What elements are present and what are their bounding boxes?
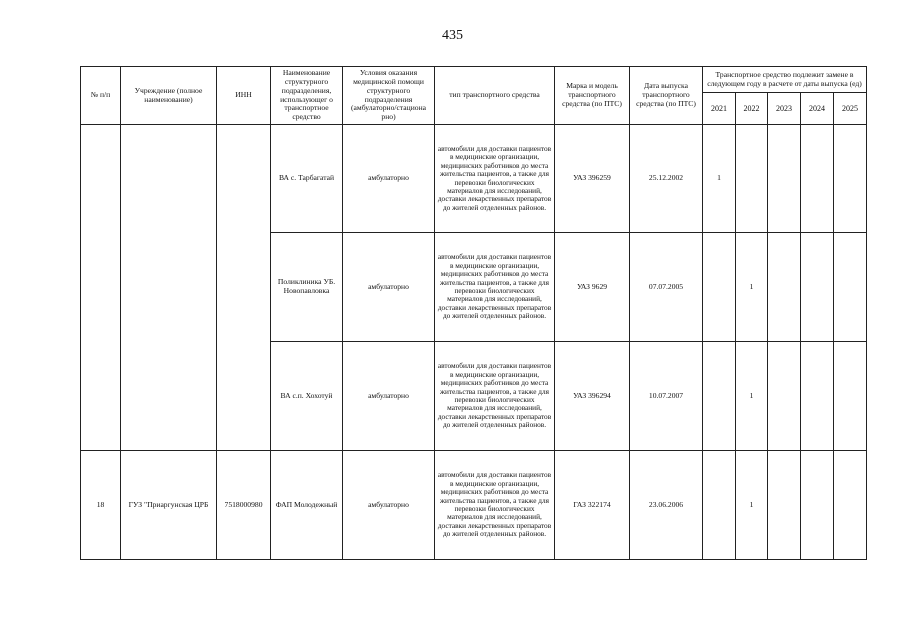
- cell-institution: ГУЗ "Приаргунская ЦРБ: [121, 451, 217, 560]
- cell-year: [834, 233, 867, 342]
- cell-year: 1: [736, 451, 768, 560]
- cell-model: УАЗ 9629: [555, 233, 630, 342]
- cell-model: УАЗ 396259: [555, 125, 630, 233]
- cell-subdivision: ФАП Молодежный: [271, 451, 343, 560]
- cell-year: [768, 125, 801, 233]
- cell-year: [736, 125, 768, 233]
- cell-year: [703, 342, 736, 451]
- header-institution: Учреждение (полное наименование): [121, 67, 217, 125]
- cell-vehicle-type: автомобили для доставки пациентов в медицинские организации, медицинских работников до места жительства пациентов, а также для перевозки биологических материалов для исследований, доставки лекарственных препаратов до жителей отделенных районов.: [435, 342, 555, 451]
- header-replacement: Транспортное средство подлежит замене в следующем году в расчете от даты выпуска (ед): [703, 67, 867, 93]
- header-release-date: Дата выпуска транспортного средства (по ПТС): [630, 67, 703, 125]
- cell-model: УАЗ 396294: [555, 342, 630, 451]
- cell-conditions: амбулаторно: [343, 342, 435, 451]
- cell-inn: [217, 125, 271, 451]
- header-year: 2021: [703, 93, 736, 125]
- cell-year: 1: [736, 233, 768, 342]
- header-year: 2022: [736, 93, 768, 125]
- cell-year: [834, 451, 867, 560]
- cell-release-date: 10.07.2007: [630, 342, 703, 451]
- cell-conditions: амбулаторно: [343, 451, 435, 560]
- cell-model: ГАЗ 322174: [555, 451, 630, 560]
- table-row: [81, 451, 867, 560]
- cell-institution: [121, 125, 217, 451]
- cell-year: [768, 451, 801, 560]
- cell-year: [703, 451, 736, 560]
- cell-vehicle-type: автомобили для доставки пациентов в медицинские организации, медицинских работников до места жительства пациентов, а также для перевозки биологических материалов для исследований, доставки лекарственных препаратов до жителей отделенных районов.: [435, 451, 555, 560]
- cell-subdivision: ВА с. Тарбагатай: [271, 125, 343, 233]
- cell-num: 18: [81, 451, 121, 560]
- cell-release-date: 25.12.2002: [630, 125, 703, 233]
- header-model: Марка и модель транспортного средства (по ПТС): [555, 67, 630, 125]
- cell-year: 1: [703, 125, 736, 233]
- cell-year: [834, 342, 867, 451]
- header-row: [81, 67, 867, 93]
- header-conditions: Условия оказания медицинской помощи структурного подразделения (амбулаторно/стациона рно): [343, 67, 435, 125]
- cell-year: [703, 233, 736, 342]
- cell-conditions: амбулаторно: [343, 233, 435, 342]
- cell-year: [801, 233, 834, 342]
- cell-year: [801, 125, 834, 233]
- header-year: 2023: [768, 93, 801, 125]
- header-inn: ИНН: [217, 67, 271, 125]
- cell-year: [834, 125, 867, 233]
- cell-release-date: 07.07.2005: [630, 233, 703, 342]
- cell-subdivision: ВА с.п. Хохотуй: [271, 342, 343, 451]
- vehicle-table: [80, 66, 867, 560]
- cell-conditions: амбулаторно: [343, 125, 435, 233]
- header-vehicle-type: тип транспортного средства: [435, 67, 555, 125]
- cell-vehicle-type: автомобили для доставки пациентов в медицинские организации, медицинских работников до места жительства пациентов, а также для перевозки биологических материалов для исследований, доставки лекарственных препаратов до жителей отделенных районов.: [435, 125, 555, 233]
- cell-release-date: 23.06.2006: [630, 451, 703, 560]
- table-row: [81, 125, 867, 233]
- cell-num: [81, 125, 121, 451]
- header-num: № п/п: [81, 67, 121, 125]
- header-year: 2025: [834, 93, 867, 125]
- cell-subdivision: Поликлиника УБ. Новопавловка: [271, 233, 343, 342]
- cell-year: [801, 342, 834, 451]
- cell-year: [768, 233, 801, 342]
- cell-year: [801, 451, 834, 560]
- page-number: 435: [442, 28, 463, 43]
- header-year: 2024: [801, 93, 834, 125]
- cell-vehicle-type: автомобили для доставки пациентов в медицинские организации, медицинских работников до места жительства пациентов, а также для перевозки биологических материалов для исследований, доставки лекарственных препаратов до жителей отделенных районов.: [435, 233, 555, 342]
- cell-year: [768, 342, 801, 451]
- cell-inn: 7518000980: [217, 451, 271, 560]
- header-subdivision: Наименование структурного подразделения, использующег о транспортное средство: [271, 67, 343, 125]
- cell-year: 1: [736, 342, 768, 451]
